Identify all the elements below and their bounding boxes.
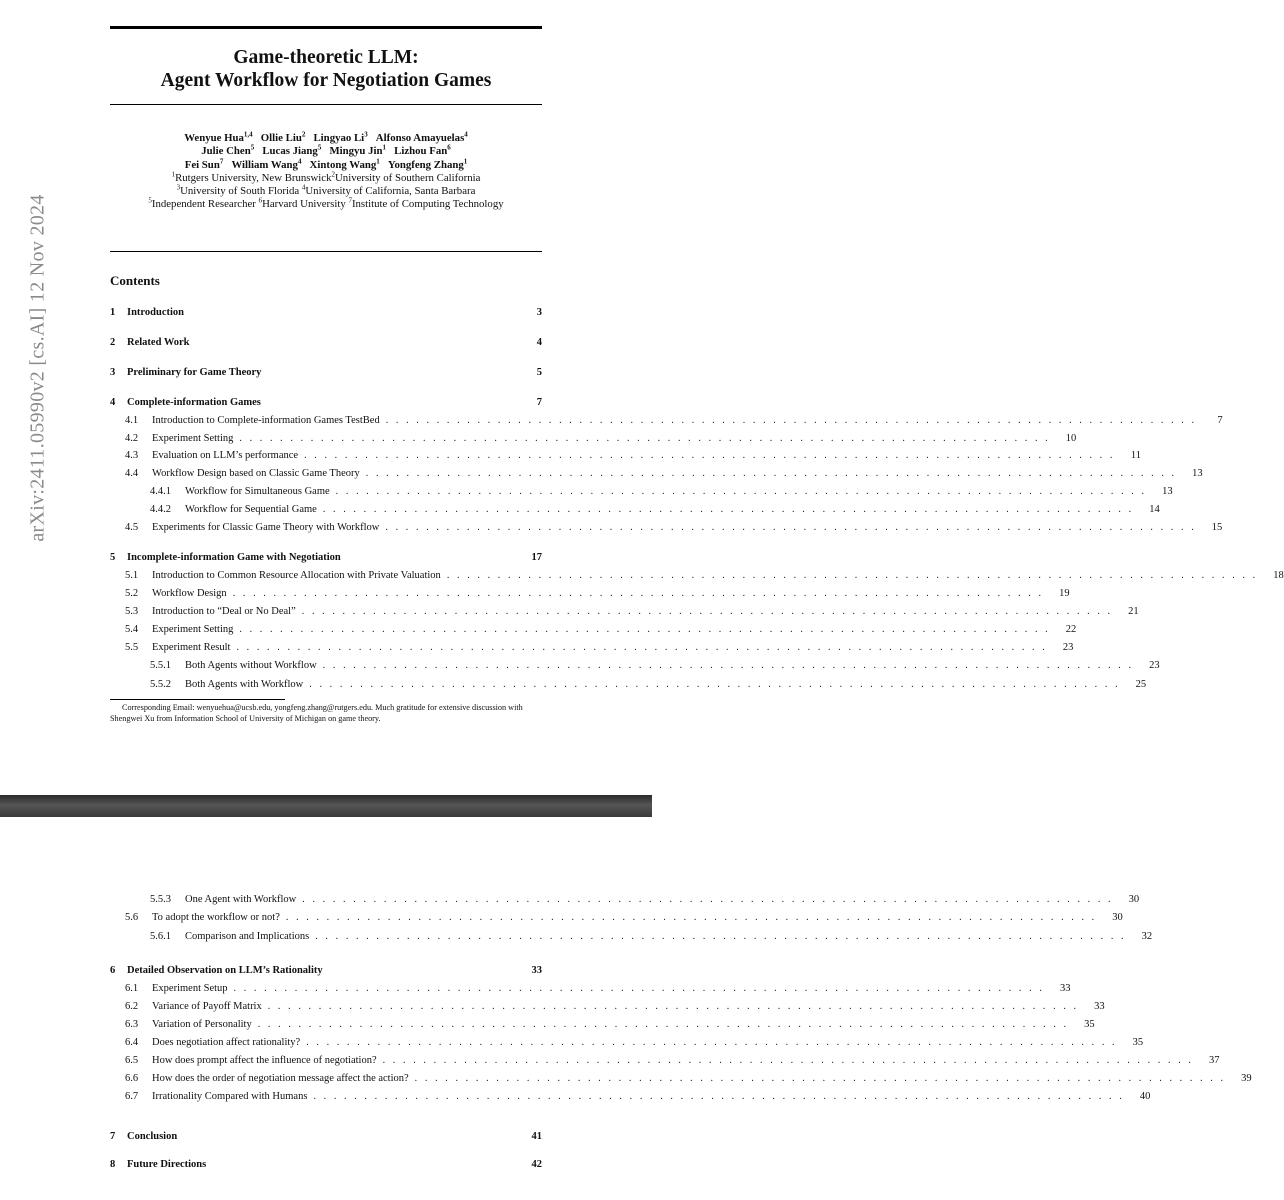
toc-entry-title: Introduction to Complete-information Games TestBed (152, 415, 380, 426)
toc-page-number: 41 (531, 1131, 542, 1142)
footnote-rule (110, 699, 285, 700)
author-name: William Wang$^4$ (231, 157, 302, 171)
author-affiliation-marker: 1,4 (243, 130, 253, 139)
toc-entry-number: 8 (110, 1159, 116, 1170)
toc-entry-title: Introduction to “Deal or No Deal” (152, 606, 296, 617)
author-name: Ollie Liu$^2$ (260, 130, 306, 144)
toc-dot-leader: . . . . . . . . . . . . . . . . . . . . . . . . . . . . . . . . . . . . . . . . . . . . . . . . . . . . . . . . . . . . . . . . . . . . . . . . . . . . . . . . (365, 468, 1177, 479)
author-name: Yongfeng Zhang$^1$ (387, 157, 468, 171)
toc-subsection-entry[interactable] (110, 586, 1070, 601)
toc-page-number: 30 (1128, 894, 1140, 905)
toc-dot-leader: . . . . . . . . . . . . . . . . . . . . . . . . . . . . . . . . . . . . . . . . . . . . . . . . . . . . . . . . . . . . . . . . . . . . . . . . . . . . . . . . (239, 433, 1051, 444)
arxiv-identifier-sidebar: arXiv:2411.05990v2 [cs.AI] 12 Nov 2024 (26, 194, 49, 542)
affiliation-line (110, 198, 542, 211)
toc-page-number: 33 (531, 965, 542, 976)
author-name: Fei Sun$^7$ (184, 157, 224, 171)
toc-dot-leader: . . . . . . . . . . . . . . . . . . . . . . . . . . . . . . . . . . . . . . . . . . . . . . . . . . . . . . . . . . . . . . . . . . . . . . . . . . . . . . . . (236, 642, 1048, 653)
toc-subsubsection-entry[interactable] (110, 502, 1160, 517)
toc-subsection-entry[interactable] (110, 622, 1077, 637)
toc-section-entry[interactable] (110, 1129, 542, 1144)
toc-entry-number: 4.5 (125, 522, 139, 533)
toc-entry-number: 5.2 (125, 588, 139, 599)
pdf-page-2 (0, 817, 1252, 1200)
toc-page-number: 18 (1273, 570, 1284, 581)
toc-page-number: 21 (1128, 606, 1139, 617)
affiliation-marker: 3 (176, 183, 181, 192)
toc-entry-number: 4.1 (125, 415, 139, 426)
toc-dot-leader: . . . . . . . . . . . . . . . . . . . . . . . . . . . . . . . . . . . . . . . . . . . . . . . . . . . . . . . . . . . . . . . . . . . . . . . . . . . . . . . . (304, 450, 1115, 461)
toc-entry-title: Introduction to Common Resource Allocation with Private Valuation (152, 570, 441, 581)
toc-section-entry[interactable] (110, 1157, 542, 1172)
toc-page-number: 33 (1059, 983, 1071, 994)
toc-subsection-entry[interactable] (110, 999, 1105, 1014)
contents-heading: Contents (110, 273, 160, 288)
toc-dot-leader: . . . . . . . . . . . . . . . . . . . . . . . . . . . . . . . . . . . . . . . . . . . . . . . . . . . . . . . . . . . . . . . . . . . . . . . . . . . . . . . . (309, 679, 1121, 690)
toc-subsection-entry[interactable] (110, 1071, 1252, 1086)
toc-entry-title: Introduction (127, 307, 184, 318)
toc-dot-leader: . . . . . . . . . . . . . . . . . . . . . . . . . . . . . . . . . . . . . . . . . . . . . . . . . . . . . . . . . . . . . . . . . . . . . . . . . . . . . . . . (322, 504, 1134, 515)
toc-dot-leader: . . . . . . . . . . . . . . . . . . . . . . . . . . . . . . . . . . . . . . . . . . . . . . . . . . . . . . . . . . . . . . . . . . . . . . . . . . . . . . . . (232, 588, 1044, 599)
toc-dot-leader: . . . . . . . . . . . . . . . . . . . . . . . . . . . . . . . . . . . . . . . . . . . . . . . . . . . . . . . . . . . . . . . . . . . . . . . . . . . . . . . . (239, 624, 1051, 635)
toc-dot-leader: . . . . . . . . . . . . . . . . . . . . . . . . . . . . . . . . . . . . . . . . . . . . . . . . . . . . . . . . . . . . . . . . . . . . . . . . . . . . . . . . (301, 606, 1113, 617)
toc-page-number: 23 (1062, 642, 1074, 653)
toc-entry-number: 7 (110, 1131, 116, 1142)
author-affiliation-marker: 5 (250, 143, 255, 152)
toc-page-number: 33 (1094, 1001, 1105, 1012)
toc-page-number: 30 (1112, 912, 1123, 923)
author-name: Lizhou Fan$^6$ (394, 143, 451, 158)
toc-subsubsection-entry[interactable] (110, 892, 1140, 907)
toc-entry-number: 1 (110, 307, 116, 318)
toc-subsubsection-entry[interactable] (110, 658, 1160, 673)
toc-section-entry[interactable] (110, 395, 542, 410)
toc-entry-title: Does negotiation affect rationality? (152, 1037, 301, 1048)
toc-dot-leader: . . . . . . . . . . . . . . . . . . . . . . . . . . . . . . . . . . . . . . . . . . . . . . . . . . . . . . . . . . . . . . . . . . . . . . . . . . . . . . . . (306, 1037, 1118, 1048)
toc-dot-leader: . . . . . . . . . . . . . . . . . . . . . . . . . . . . . . . . . . . . . . . . . . . . . . . . . . . . . . . . . . . . . . . . . . . . . . . . . . . . . . . . (385, 415, 1197, 426)
toc-section-entry[interactable] (110, 963, 542, 978)
toc-section-entry[interactable] (110, 365, 542, 380)
toc-entry-title: Variation of Personality (152, 1019, 252, 1030)
toc-entry-title: Comparison and Implications (185, 931, 310, 942)
toc-entry-number: 6 (110, 965, 116, 976)
toc-page-number: 35 (1132, 1037, 1144, 1048)
toc-entry-number: 4.3 (125, 450, 139, 461)
toc-subsection-entry[interactable] (110, 640, 1074, 655)
toc-section-entry[interactable] (110, 305, 542, 320)
author-name: Xintong Wang$^1$ (309, 157, 380, 171)
toc-entry-number: 6.1 (125, 983, 139, 994)
toc-page-number: 35 (1084, 1019, 1095, 1030)
toc-page-number: 40 (1139, 1091, 1151, 1102)
toc-page-number: 19 (1059, 588, 1070, 599)
toc-entry-number: 4.4 (125, 468, 139, 479)
toc-entry-title: Experiment Setting (152, 624, 234, 635)
toc-subsection-entry[interactable] (110, 413, 1223, 428)
toc-page-number: 7 (536, 397, 542, 408)
toc-entry-number: 4.2 (125, 433, 139, 444)
toc-subsection-entry[interactable] (110, 448, 1141, 463)
toc-entry-number: 5.4 (125, 624, 139, 635)
toc-entry-number: 6.5 (125, 1055, 139, 1066)
toc-section-entry[interactable] (110, 335, 542, 350)
toc-entry-number: 3 (110, 367, 116, 378)
toc-subsection-entry[interactable] (110, 1035, 1144, 1050)
paper-title-line-1: Game-theoretic LLM: (233, 47, 419, 68)
title-bottom-rule (110, 104, 542, 105)
toc-page-number: 25 (1135, 679, 1147, 690)
toc-entry-number: 5.5 (125, 642, 139, 653)
toc-entry-number: 6.7 (125, 1091, 139, 1102)
toc-entry-number: 6.3 (125, 1019, 139, 1030)
author-row (110, 132, 542, 145)
toc-entry-number: 5.1 (125, 570, 139, 581)
toc-subsection-entry[interactable] (110, 1017, 1095, 1032)
toc-dot-leader: . . . . . . . . . . . . . . . . . . . . . . . . . . . . . . . . . . . . . . . . . . . . . . . . . . . . . . . . . . . . . . . . . . . . . . . . . . . . . . . . (257, 1019, 1069, 1030)
toc-subsubsection-entry[interactable] (110, 484, 1173, 499)
toc-page-number: 5 (536, 367, 542, 378)
toc-dot-leader: . . . . . . . . . . . . . . . . . . . . . . . . . . . . . . . . . . . . . . . . . . . . . . . . . . . . . . . . . . . . . . . . . . . . . . . . . . . . . . . . (414, 1073, 1226, 1084)
toc-dot-leader: . . . . . . . . . . . . . . . . . . . . . . . . . . . . . . . . . . . . . . . . . . . . . . . . . . . . . . . . . . . . . . . . . . . . . . . . . . . . . . . . (285, 912, 1097, 923)
toc-entry-title: Preliminary for Game Theory (127, 367, 262, 378)
toc-page-number: 23 (1149, 660, 1160, 671)
author-affiliation-marker: 1 (376, 157, 380, 165)
affiliation-marker: 2 (331, 170, 335, 179)
toc-dot-leader: . . . . . . . . . . . . . . . . . . . . . . . . . . . . . . . . . . . . . . . . . . . . . . . . . . . . . . . . . . . . . . . . . . . . . . . . . . . . . . . . (267, 1001, 1079, 1012)
toc-entry-title: Variance of Payoff Matrix (152, 1001, 262, 1012)
toc-dot-leader: . . . . . . . . . . . . . . . . . . . . . . . . . . . . . . . . . . . . . . . . . . . . . . . . . . . . . . . . . . . . . . . . . . . . . . . . . . . . . . . . (335, 486, 1147, 497)
author-affiliation-marker: 4 (464, 130, 468, 139)
author-name: Alfonso Amayuelas$^4$ (375, 130, 468, 144)
affiliation-text: University of California, Santa Barbara (305, 185, 476, 198)
title-top-rule (110, 26, 542, 29)
affiliation-text: Rutgers University, New Brunswick (175, 171, 332, 184)
toc-entry-title: Future Directions (127, 1159, 207, 1170)
author-row (110, 145, 542, 158)
toc-page-number: 42 (531, 1159, 542, 1170)
toc-entry-title: Workflow Design (152, 588, 227, 599)
toc-entry-number: 5.5.3 (150, 894, 171, 905)
author-affiliation-marker: 2 (301, 130, 306, 139)
toc-dot-leader: . . . . . . . . . . . . . . . . . . . . . . . . . . . . . . . . . . . . . . . . . . . . . . . . . . . . . . . . . . . . . . . . . . . . . . . . . . . . . . . . (382, 1055, 1194, 1066)
author-name: Wenyue Hua$^{1,4}$ (184, 130, 253, 144)
toc-entry-title: Workflow Design based on Classic Game Theory (152, 468, 360, 479)
toc-page-number: 13 (1192, 468, 1203, 479)
toc-entry-title: How does prompt affect the influence of negotiation? (152, 1055, 377, 1066)
toc-entry-number: 5.6.1 (150, 931, 171, 942)
paper-title-line-2: Agent Workflow for Negotiation Games (160, 70, 492, 91)
toc-page-number: 4 (536, 337, 542, 348)
toc-dot-leader: . . . . . . . . . . . . . . . . . . . . . . . . . . . . . . . . . . . . . . . . . . . . . . . . . . . . . . . . . . . . . . . . . . . . . . . . . . . . . . . . (322, 660, 1134, 671)
header-end-rule (110, 251, 542, 252)
toc-entry-number: 5.5.1 (150, 660, 171, 671)
toc-page-number: 3 (536, 307, 542, 318)
toc-dot-leader: . . . . . . . . . . . . . . . . . . . . . . . . . . . . . . . . . . . . . . . . . . . . . . . . . . . . . . . . . . . . . . . . . . . . . . . . . . . . . . . . (302, 894, 1114, 905)
toc-entry-number: 6.6 (125, 1073, 139, 1084)
toc-entry-title: Experiment Result (152, 642, 231, 653)
affiliation-text: Institute of Computing Technology (351, 198, 504, 211)
author-affiliation-marker: 6 (447, 143, 451, 152)
toc-subsection-entry[interactable] (110, 1089, 1151, 1104)
toc-subsection-entry[interactable] (110, 568, 1284, 583)
toc-entry-title: Experiment Setup (152, 983, 228, 994)
author-affiliation-marker: 1 (463, 157, 468, 165)
toc-entry-number: 6.4 (125, 1037, 139, 1048)
author-affiliation-marker: 4 (297, 157, 302, 165)
toc-entry-title: Detailed Observation on LLM’s Rationality (127, 965, 323, 976)
author-name: Julie Chen$^5$ (201, 143, 255, 158)
affiliation-text: University of Southern California (335, 171, 481, 184)
toc-page-number: 39 (1241, 1073, 1252, 1084)
toc-page-number: 14 (1149, 504, 1160, 515)
toc-subsection-entry[interactable] (110, 1053, 1220, 1068)
toc-entry-title: Conclusion (127, 1131, 178, 1142)
toc-page-number: 10 (1065, 433, 1077, 444)
toc-entry-number: 5.3 (125, 606, 139, 617)
toc-page-number: 13 (1162, 486, 1173, 497)
toc-entry-title: Complete-information Games (127, 397, 261, 408)
toc-subsection-entry[interactable] (110, 910, 1123, 925)
toc-page-number: 17 (531, 552, 542, 563)
toc-subsection-entry[interactable] (110, 604, 1139, 619)
toc-page-number: 32 (1141, 931, 1153, 942)
toc-subsection-entry[interactable] (110, 981, 1071, 996)
toc-entry-title: Both Agents with Workflow (185, 679, 304, 690)
toc-entry-title: One Agent with Workflow (185, 894, 297, 905)
page-separator (0, 795, 652, 817)
toc-entry-number: 4.4.1 (150, 486, 171, 497)
affiliation-marker: 7 (348, 196, 352, 205)
toc-entry-title: To adopt the workflow or not? (152, 912, 280, 923)
affiliation-marker: 1 (171, 170, 176, 179)
author-block (110, 132, 542, 212)
toc-page-number: 15 (1211, 522, 1223, 533)
toc-entry-number: 4 (110, 397, 116, 408)
toc-entry-number: 4.4.2 (150, 504, 171, 515)
author-affiliation-marker: 3 (364, 130, 368, 139)
toc-dot-leader: . . . . . . . . . . . . . . . . . . . . . . . . . . . . . . . . . . . . . . . . . . . . . . . . . . . . . . . . . . . . . . . . . . . . . . . . . . . . . . . . (385, 522, 1197, 533)
affiliation-text: Harvard University (262, 198, 349, 211)
toc-entry-title: Experiments for Classic Game Theory with Workflow (152, 522, 380, 533)
toc-subsubsection-entry[interactable] (110, 929, 1153, 944)
affiliation-line (110, 185, 542, 198)
toc-entry-title: How does the order of negotiation message affect the action? (152, 1073, 409, 1084)
author-name: Lingyao Li$^3$ (313, 130, 368, 144)
toc-dot-leader: . . . . . . . . . . . . . . . . . . . . . . . . . . . . . . . . . . . . . . . . . . . . . . . . . . . . . . . . . . . . . . . . . . . . . . . . . . . . . . . . (313, 1091, 1125, 1102)
affiliations (110, 172, 542, 212)
affiliation-line (110, 172, 542, 185)
author-affiliation-marker: 7 (219, 157, 224, 165)
toc-page-number: 22 (1065, 624, 1077, 635)
toc-subsection-entry[interactable] (110, 520, 1223, 535)
toc-entry-title: Workflow for Sequential Game (185, 504, 317, 515)
paper-title (110, 46, 542, 92)
toc-entry-title: Related Work (127, 337, 190, 348)
toc-dot-leader: . . . . . . . . . . . . . . . . . . . . . . . . . . . . . . . . . . . . . . . . . . . . . . . . . . . . . . . . . . . . . . . . . . . . . . . . . . . . . . . . (446, 570, 1258, 581)
toc-subsection-entry[interactable] (110, 431, 1077, 446)
toc-entry-title: Evaluation on LLM’s performance (152, 450, 299, 461)
toc-page-number: 37 (1209, 1055, 1220, 1066)
toc-section-entry[interactable] (110, 550, 542, 565)
affiliation-marker: 6 (258, 196, 263, 205)
toc-entry-number: 5.6 (125, 912, 139, 923)
toc-subsubsection-entry[interactable] (110, 677, 1147, 692)
toc-entry-number: 6.2 (125, 1001, 139, 1012)
toc-entry-number: 5.5.2 (150, 679, 171, 690)
toc-page-number: 11 (1130, 450, 1141, 461)
toc-subsection-entry[interactable] (110, 466, 1203, 481)
toc-entry-number: 2 (110, 337, 116, 348)
toc-entry-title: Experiment Setting (152, 433, 234, 444)
toc-entry-title: Both Agents without Workflow (185, 660, 317, 671)
affiliation-marker: 5 (148, 196, 152, 205)
toc-entry-title: Workflow for Simultaneous Game (185, 486, 330, 497)
toc-page-number: 7 (1217, 415, 1223, 426)
author-affiliation-marker: 5 (317, 143, 322, 152)
affiliation-marker: 4 (301, 183, 306, 192)
author-name: Lucas Jiang$^5$ (262, 143, 322, 158)
affiliation-text: University of South Florida (180, 185, 302, 198)
toc-dot-leader: . . . . . . . . . . . . . . . . . . . . . . . . . . . . . . . . . . . . . . . . . . . . . . . . . . . . . . . . . . . . . . . . . . . . . . . . . . . . . . . . (233, 983, 1045, 994)
author-affiliation-marker: 1 (382, 143, 387, 152)
toc-dot-leader: . . . . . . . . . . . . . . . . . . . . . . . . . . . . . . . . . . . . . . . . . . . . . . . . . . . . . . . . . . . . . . . . . . . . . . . . . . . . . . . . (315, 931, 1127, 942)
toc-entry-title: Irrationality Compared with Humans (152, 1091, 308, 1102)
footnote: Corresponding Email: wenyuehua@ucsb.edu, yongfeng.zhang@rutgers.edu. Much gratitude for extensive discussion with Shengwei Xu from Information School of University of Michigan on game theory. (110, 703, 523, 723)
affiliation-text: Independent Researcher (151, 198, 259, 211)
toc-entry-number: 5 (110, 552, 116, 563)
toc-entry-title: Incomplete-information Game with Negotiation (127, 552, 341, 563)
author-name: Mingyu Jin$^1$ (329, 143, 387, 158)
